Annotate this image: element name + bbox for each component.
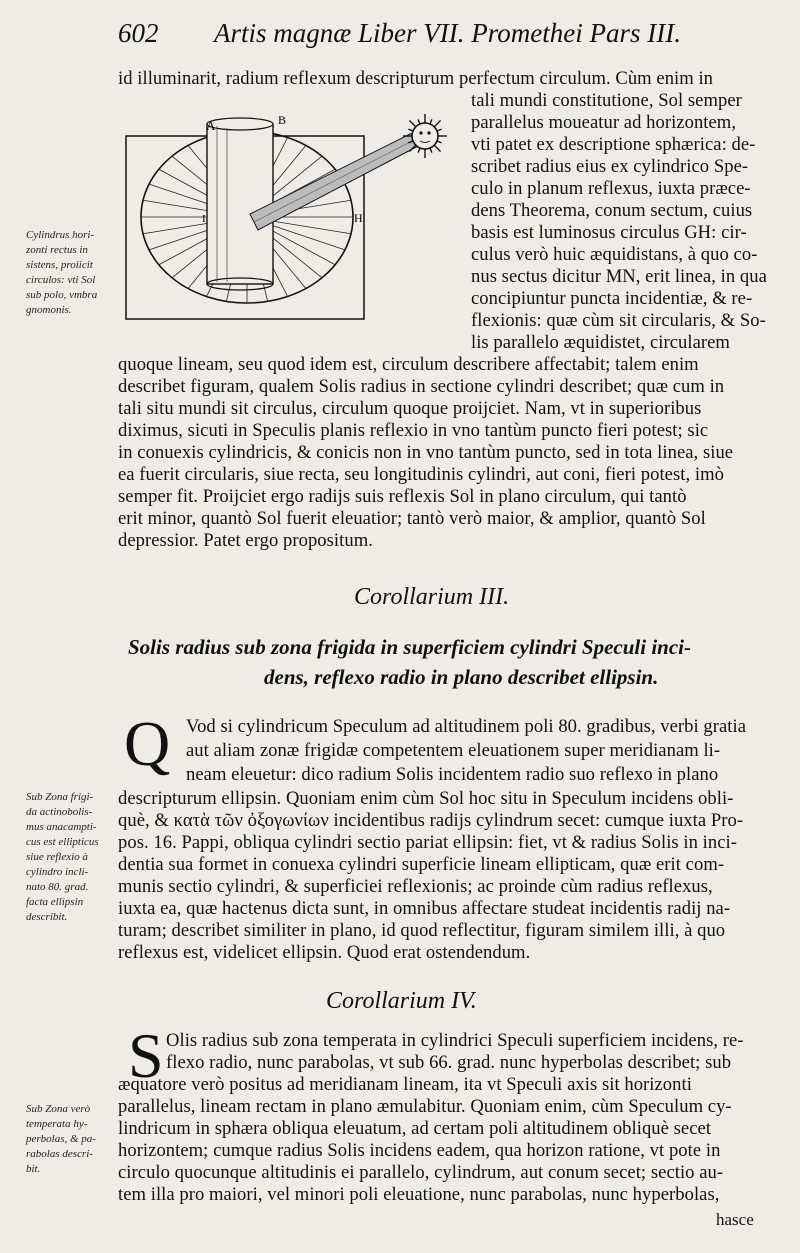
text-line: vti patet ex descriptione sphærica: de- [471, 134, 756, 155]
margin-note-line: siue reflexio à [26, 851, 88, 863]
margin-note-line: cylindro incli- [26, 866, 89, 878]
margin-note-line: temperata hy- [26, 1118, 88, 1130]
text-line: dens Theorema, conum sectum, cuius [471, 200, 753, 221]
text-line: quoque lineam, seu quod idem est, circulum describere affectabit; talem enim [118, 354, 699, 375]
text-line: dentia sua formet in conuexa cylindri superficie lineam ellipticam, quæ erit com- [118, 854, 725, 875]
text-line: Olis radius sub zona temperata in cylindrici Speculi superficiem incidens, re- [166, 1030, 744, 1051]
text-line: Vod si cylindricum Speculum ad altitudinem poli 80. gradibus, verbi gratia [186, 716, 747, 737]
page-header [118, 18, 698, 52]
text-line: concipiuntur puncta incidentiæ, & re- [471, 288, 753, 309]
page-number: 602 [118, 18, 159, 48]
margin-note-line: da actinobolis- [26, 806, 93, 818]
text-line: flexo radio, nunc parabolas, vt sub 66. grad. nunc hyperbolas describet; sub [166, 1052, 732, 1073]
drop-cap-s: S [128, 1020, 164, 1091]
margin-note-line: gnomonis. [26, 304, 72, 316]
text-line: lis parallelo æquidistet, circularem [471, 332, 730, 353]
text-line: tem illa pro maiori, vel minori poli eleuatione, nunc parabolas, nunc hyperbolas, [118, 1184, 720, 1205]
text-line: flexionis: quæ cùm sit circularis, & So- [471, 310, 766, 331]
text-line: tali mundi constitutione, Sol semper [471, 90, 742, 111]
text-line: pos. 16. Pappi, obliqua cylindri sectio pariat ellipsin: fiet, vt & radius Solis in inci- [118, 832, 737, 853]
margin-note-line: mus anacampti- [26, 821, 97, 833]
figure-label-i: I [202, 213, 206, 225]
text-line: describet figuram, qualem Solis radius in sectione cylindri describet; quæ cum in [118, 376, 725, 397]
text-line: iuxta ea, quæ hactenus dicta sunt, in omnibus affectare studeat incidentis radij na- [118, 898, 731, 919]
margin-note-line: bit. [26, 1163, 41, 1175]
margin-note-line: describit. [26, 911, 68, 923]
corollary-3-statement-line: Solis radius sub zona frigida in superficiem cylindri Speculi inci- [128, 635, 691, 659]
text-line: basis est luminosus circulus GH: cir- [471, 222, 747, 243]
text-line: scribet radius eius ex cylindrico Spe- [471, 156, 749, 177]
text-line: culo in planum reflexus, iuxta præce- [471, 178, 751, 199]
cylinder [207, 118, 273, 290]
text-line: circulo quocunque altitudinis ei parallelo, cylindrum, aut conum secet; sectio au- [118, 1162, 724, 1183]
section-heading-corollary-3: Corollarium III. [354, 584, 510, 610]
margin-note-line: nato 80. grad. [26, 881, 89, 893]
running-head: Artis magnæ Liber VII. Promethei Pars III. [214, 18, 681, 48]
text-line: descripturum ellipsin. Quoniam enim cùm Sol hoc situ in Speculum incidens obli- [118, 788, 734, 809]
margin-note-line: Sub Zona frigi- [26, 791, 94, 803]
margin-note-frigid-zone [26, 790, 99, 925]
text-line: horizontem; cumque radius Solis incidens eadem, qua horizon ratione, vt pote in [118, 1140, 721, 1161]
text-line: semper fit. Proijciet ergo radijs suis reflexis Sol in plano circulum, qui tantò [118, 486, 687, 507]
text-line: què, & κατὰ τῶν ὀξογωνίων incidentibus radijs cylindrum secet: cumque iuxta Pro- [118, 810, 744, 831]
margin-note-line: zonti rectus in [26, 244, 88, 256]
text-line: in conuexis cylindricis, & conicis non in vno tantùm puncto, sed in tota linea, siue [118, 442, 734, 463]
text-line: tali situ mundi sit circulus, circulum quoque proijciet. Nam, vt in superioribus [118, 398, 702, 419]
sun-with-face-icon [403, 114, 447, 158]
margin-note-line: cus est ellipticus [26, 836, 99, 848]
margin-note-line: circulos: vti Sol [26, 274, 96, 286]
text-line: aut aliam zonæ frigidæ competentem eleuationem super meridianam li- [186, 740, 721, 761]
text-line: parallelus, lineam rectam in plano æmulabitur. Quoniam enim, cùm Speculum cy- [118, 1096, 732, 1117]
text-line: æquatore verò positus ad meridianam lineam, ita vt Speculi axis sit horizonti [118, 1074, 692, 1095]
text-line: erit minor, quantò Sol fuerit eleuatior; tantò verò maior, & amplior, quantò Sol [118, 508, 706, 529]
text-line: depressior. Patet ergo propositum. [118, 530, 373, 551]
text-line: diximus, sicuti in Speculis planis reflexio in vno tantùm puncto fieri potest; sic [118, 420, 709, 441]
text-line: munis sectio cylindri, & superficiei reflexionis; ac proinde cùm radius reflexus, [118, 876, 713, 897]
figure-label-a: A [206, 118, 216, 133]
text-line: id illuminarit, radium reflexum descripturum perfectum circulum. Cùm enim in [118, 68, 714, 89]
corollary-3-statement-line: dens, reflexo radio in plano describet ellipsin. [264, 665, 659, 689]
catchword: hasce [716, 1210, 754, 1229]
text-line: lindricum in sphæra obliqua eleuatum, ad certam poli altitudinem obliquè secet [118, 1118, 712, 1139]
text-line: nus sectus dicitur MN, erit linea, in qua [471, 266, 767, 287]
text-line: ea fuerit circularis, siue recta, seu longitudinis cylindri, aut coni, fieri potest, imò [118, 464, 724, 485]
margin-note-line: sistens, proiicit [26, 259, 93, 271]
text-line: turam; describet similiter in plano, id quod reflectitur, figuram similem illi, à quo [118, 920, 726, 941]
margin-note-line: Cylindrus hori- [26, 229, 95, 241]
incident-sun-ray [250, 132, 422, 230]
figure-label-b: B [278, 114, 287, 127]
margin-note-line: rabolas descri- [26, 1148, 93, 1160]
section-heading-corollary-4: Corollarium IV. [326, 988, 477, 1014]
margin-note-line: Sub Zona verò [26, 1103, 91, 1115]
margin-note-line: facta ellipsin [26, 896, 84, 908]
margin-note-cylinder [26, 228, 97, 318]
margin-note-temperate-zone [26, 1102, 96, 1177]
text-line: parallelus moueatur ad horizontem, [471, 112, 737, 133]
margin-note-line: sub polo, vmbra [26, 289, 98, 301]
text-line: neam eleuetur: dico radium Solis incidentem radio suo reflexo in plano [186, 764, 719, 785]
figure-label-h: H [354, 211, 363, 225]
text-line: culus verò huic æquidistans, à quo co- [471, 244, 758, 265]
drop-cap-q: Q [124, 708, 171, 779]
text-line: reflexus est, videlicet ellipsin. Quod erat ostendendum. [118, 942, 531, 963]
margin-note-line: perbolas, & pa- [26, 1133, 96, 1145]
cylinder-mirror-figure [122, 114, 472, 324]
